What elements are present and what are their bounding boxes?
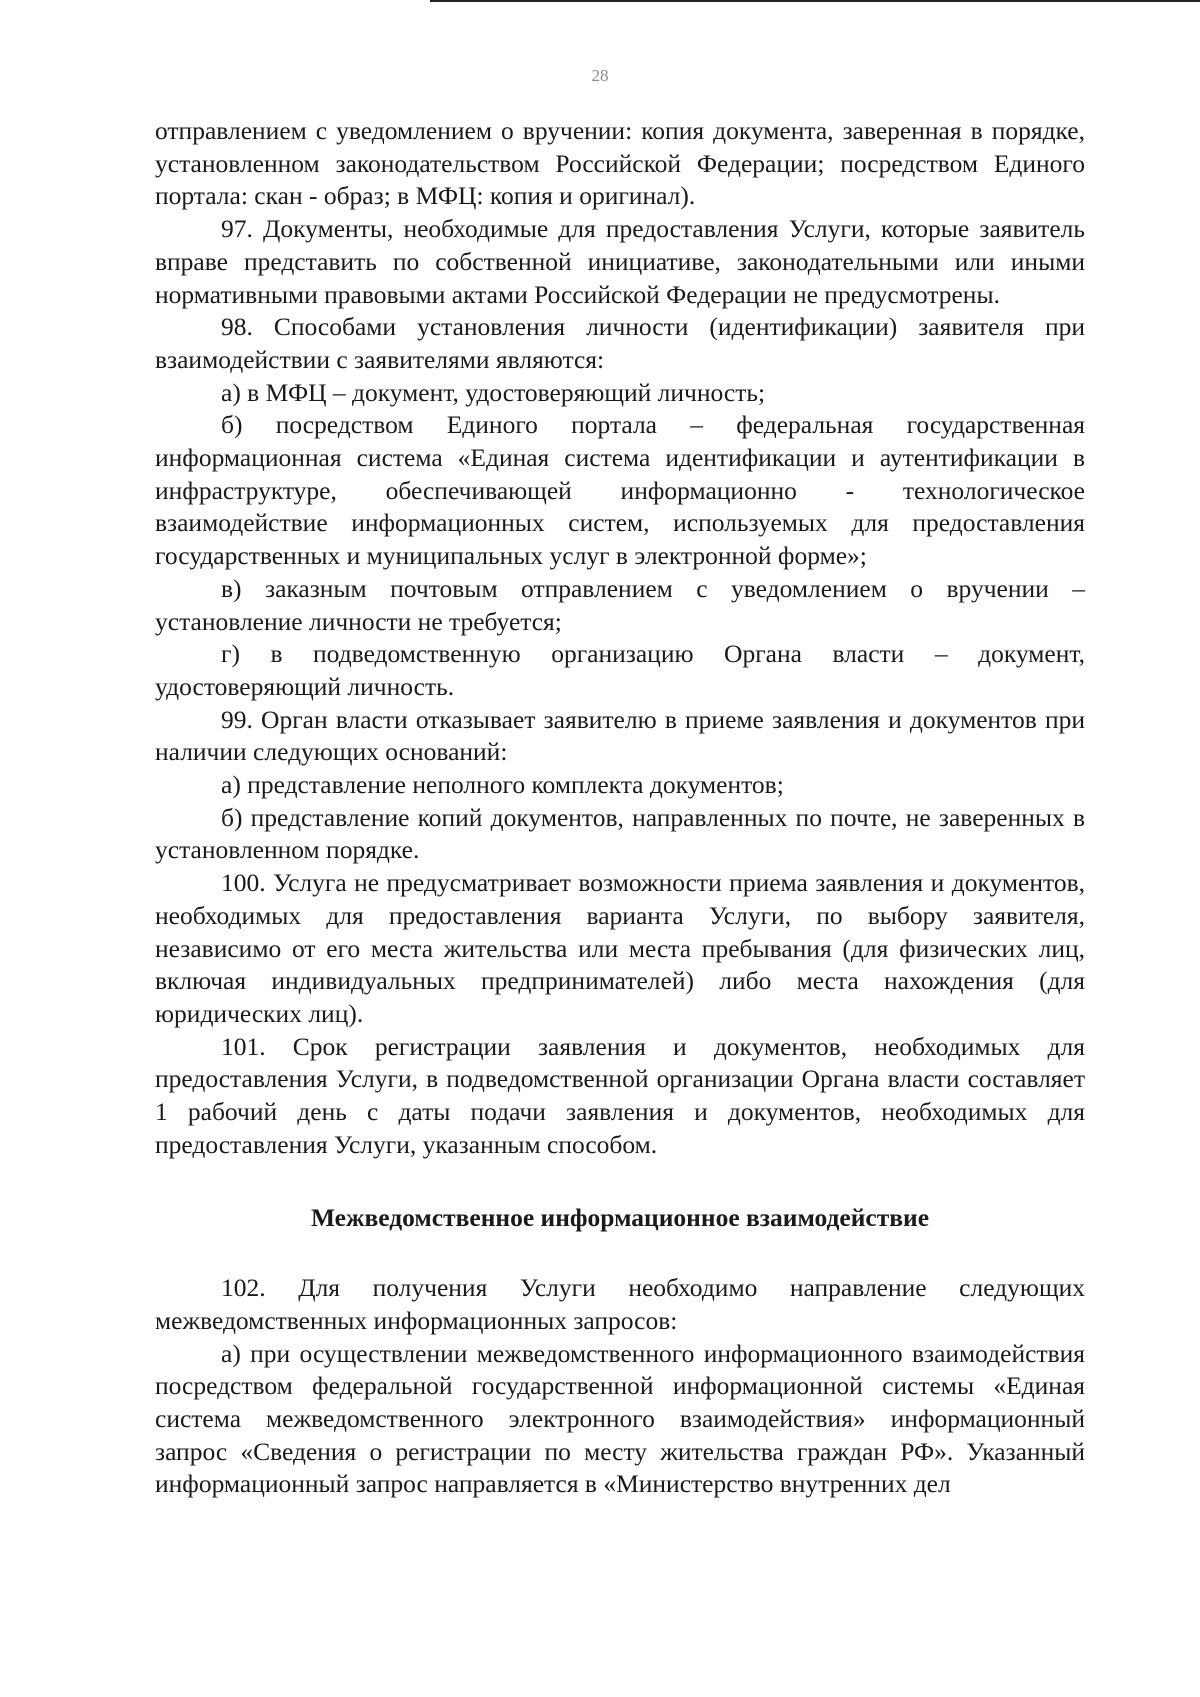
paragraph-98-g: г) в подведомственную организацию Органа власти – документ, удостоверяющий личность. <box>155 639 1085 701</box>
paragraph-98-v: в) заказным почтовым отправлением с уведомлением о вручении – установление личности не требуется; <box>155 573 1085 636</box>
paragraph-102: 102. Для получения Услуги необходимо направление следующих межведомственных информационных запросов: <box>155 1273 1085 1335</box>
paragraph-99-a: а) представление неполного комплекта документов; <box>221 770 784 800</box>
paragraph-continuation: отправлением с уведомлением о вручении: копия документа, заверенная в порядке, установленном законодательством Российской Федерации; посредством Единого портала: скан - образ; в МФЦ: копия и оригинал). <box>155 116 1085 211</box>
section-heading: Межведомственное информационное взаимодействие <box>310 1202 930 1232</box>
paragraph-101: 101. Срок регистрации заявления и документов, необходимых для предоставления Услуги, в подведомственной организации Органа власти составляет 1 рабочий день с даты подачи заявления и документов, необходимых для предоставления Услуги, указанным способом. <box>155 1031 1085 1159</box>
paragraph-99-b: б) представление копий документов, направленных по почте, не заверенных в установленном порядке. <box>155 802 1085 865</box>
paragraph-98-a: а) в МФЦ – документ, удостоверяющий личность; <box>221 377 766 407</box>
paragraph-98-b: б) посредством Единого портала – федеральная государственная информационная система «Единая система идентификации и аутентификации в инфраструктуре, обеспечивающей информационно - технологическое взаимодействие информационных систем, используемых для предоставления государственных и муниципальных услуг в электронной форме»; <box>155 410 1085 571</box>
paragraph-98: 98. Способами установления личности (идентификации) заявителя при взаимодействии с заявителями являются: <box>155 312 1085 374</box>
top-rule <box>430 0 1200 2</box>
paragraph-100: 100. Услуга не предусматривает возможности приема заявления и документов, необходимых для предоставления варианта Услуги, по выбору заявителя, независимо от его места жительства или места пребывания (для физических лиц, включая индивидуальных предпринимателей) либо места нахождения (для юридических лиц). <box>155 868 1085 1028</box>
paragraph-99: 99. Орган власти отказывает заявителю в приеме заявления и документов при наличии следующих оснований: <box>155 704 1085 767</box>
paragraph-97: 97. Документы, необходимые для предоставления Услуги, которые заявитель вправе представить по собственной инициативе, законодательными или иными нормативными правовыми актами Российской Федерации не предусмотрены. <box>155 214 1085 309</box>
paragraph-102-a: а) при осуществлении межведомственного информационного взаимодействия посредством федеральной государственной информационной системы «Единая система межведомственного электронного взаимодействия» информационный запрос «Сведения о регистрации по месту жительства граждан РФ». Указанный информационный запрос направляется в «Министерство внутренних дел <box>155 1338 1085 1499</box>
document-body <box>155 115 1085 1501</box>
page-number: 28 <box>591 66 609 85</box>
